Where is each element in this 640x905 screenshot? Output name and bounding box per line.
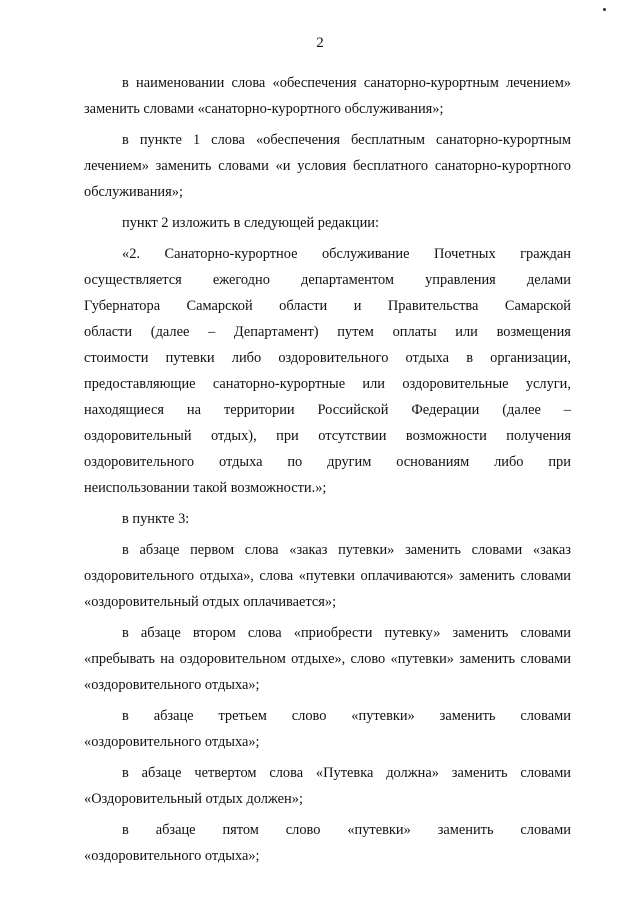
word: стоимости [84,350,149,366]
word: или [362,376,386,392]
article2-line [84,293,571,319]
word: ежегодно [212,272,270,288]
word: оплаты [392,324,437,340]
word: предоставляющие [84,376,196,392]
paragraph-abzac-fifth [84,817,571,869]
paragraph-naming: в наименовании слова «обеспечения санаторно-курортным лечением» заменить словами «санаторно-курортного обслуживания»; [84,75,571,117]
word: путевки [165,350,215,366]
word: заменить [437,822,494,838]
paragraph-abzac-first: в абзаце первом слова «заказ путевки» заменить словами «заказ оздоровительного отдыха», слова «путевки оплачиваются» заменить словами «оздоровительный отдых оплачивается»; [84,542,571,610]
word: обслуживание [321,246,410,262]
article2-line [84,475,571,501]
article2-line [84,371,571,397]
word: санаторно-курортные [212,376,346,392]
word: области [279,298,328,314]
word: оздоровительного [84,454,195,470]
word: и [353,298,362,314]
word: абзаце [153,708,194,724]
word: находящиеся [84,402,164,418]
word: заменить [439,708,496,724]
word: в [122,708,129,724]
word: Самарской [186,298,253,314]
paragraph-abzac-third [84,703,571,755]
word: при [276,428,299,444]
word: отсутствии [318,428,387,444]
word: Почетных [433,246,496,262]
word: оздоровительный [84,428,192,444]
paragraph-point3-heading: в пункте 3: [122,511,190,527]
word: услуги, [525,376,571,392]
word: отдыха [218,454,263,470]
word: слово [285,822,321,838]
paragraph-line-text: «оздоровительного отдыха»; [84,848,260,864]
word: при [548,454,571,470]
word: по [287,454,303,470]
word: департаментом [301,272,394,288]
word: возмещения [496,324,571,340]
word: осуществляется [84,272,182,288]
word: третьем [218,708,267,724]
word: (далее [502,402,541,418]
article2-line [84,267,571,293]
word: отдыха [405,350,450,366]
paragraph-abzac-fourth: в абзаце четвертом слова «Путевка должна» заменить словами «Оздоровительный отдых должен»; [84,765,571,807]
word: слово [291,708,327,724]
word: «путевки» [347,822,411,838]
paragraph-point1: в пункте 1 слова «обеспечения бесплатным санаторно-курортным лечением» заменить словами «и условия бесплатного санаторно-курортного обслуживания»; [84,132,571,200]
word: абзаце [155,822,196,838]
article2-line [84,241,571,267]
page-number: 2 [316,35,324,51]
word: в [122,822,129,838]
paragraph-line [84,703,571,729]
word: «путевки» [351,708,415,724]
paragraph-line [84,729,571,755]
article2-line [84,449,571,475]
word: или [455,324,478,340]
quoted-point2-block [84,241,571,501]
word: – [563,402,571,418]
scan-speck [603,8,606,11]
word: Губернатора [84,298,161,314]
article2-line [84,319,571,345]
word: либо [494,454,524,470]
paragraph-line [84,843,571,869]
word: – [208,324,216,340]
word: управления [425,272,496,288]
word: словами [520,822,571,838]
article2-line [84,345,571,371]
word: отдых), [210,428,257,444]
word: основаниям [396,454,470,470]
word: словами [520,708,571,724]
word: Департамент) [233,324,319,340]
word: либо [231,350,262,366]
paragraph-line [84,817,571,843]
word: Федерации [411,402,480,418]
word: на [186,402,202,418]
word: граждан [520,246,571,262]
article2-line [84,423,571,449]
word: оздоровительного [278,350,389,366]
document-body [84,70,571,874]
word: оздоровительные [402,376,509,392]
paragraph-point2-intro: пункт 2 изложить в следующей редакции: [122,215,379,231]
word: «2. [122,246,140,262]
word: Самарской [504,298,571,314]
word: территории [223,402,295,418]
word: Российской [317,402,389,418]
word: путем [337,324,374,340]
word: области [84,324,133,340]
word: Санаторно-курортное [164,246,298,262]
word: Правительства [387,298,479,314]
word: получения [506,428,571,444]
word: пятом [222,822,259,838]
paragraph-line-text: «оздоровительного отдыха»; [84,734,260,750]
word: (далее [150,324,190,340]
word: возможности [405,428,487,444]
article2-line [84,397,571,423]
word: делами [526,272,571,288]
word: неиспользовании такой возможности.»; [84,480,327,496]
paragraph-abzac-second: в абзаце втором слова «приобрести путевку» заменить словами «пребывать на оздоровительном отдыхе», слово «путевки» заменить словами «оздоровительного отдыха»; [84,625,571,693]
word: организации, [490,350,571,366]
word: другим [327,454,372,470]
word: в [466,350,473,366]
